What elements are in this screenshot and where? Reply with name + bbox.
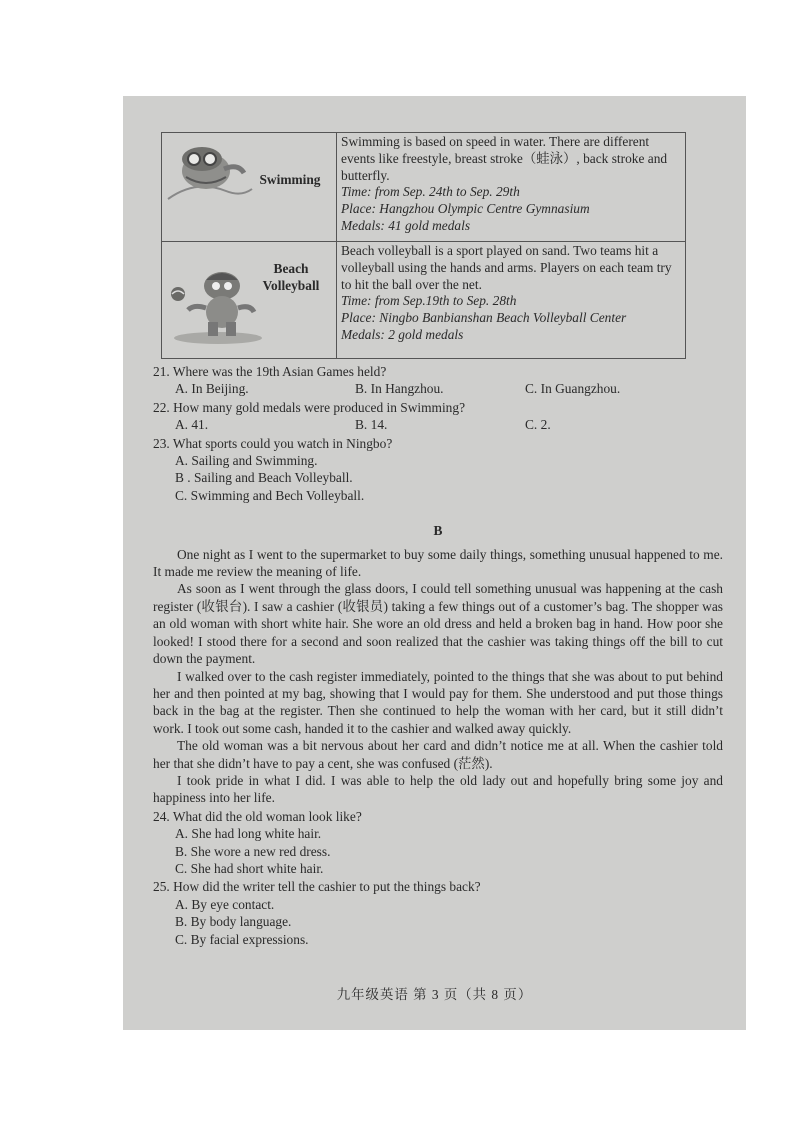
question-22: [153, 399, 723, 434]
option-a: A. Sailing and Swimming.: [175, 453, 318, 469]
option-a: A. In Beijing.: [175, 381, 249, 397]
table-row: [162, 242, 686, 359]
passage-paragraph: The old woman was a bit nervous about her card and didn’t notice me at all. When the cashier told her that she didn’t have to pay a cent, she was confused (茫然).: [153, 738, 723, 771]
option-b: B . Sailing and Beach Volleyball.: [175, 470, 353, 486]
option-c: C. 2.: [525, 417, 551, 433]
volleyball-place: Place: Ningbo Banbianshan Beach Volleyball Center: [341, 310, 627, 326]
volleyball-medals: Medals: 2 gold medals: [341, 326, 464, 342]
question-options: [153, 380, 723, 397]
swimming-medals: Medals: 41 gold medals: [341, 217, 471, 233]
swimming-description: Swimming is based on speed in water. There are different events like freestyle, breast stroke（蛙泳）, back stroke and butterfly.: [341, 134, 668, 183]
sports-table: [161, 132, 686, 359]
sport-name-beach-volleyball: Beach Volleyball: [262, 261, 320, 293]
option-b: B. By body language.: [175, 914, 292, 930]
option-b: B. 14.: [355, 417, 388, 433]
passage-paragraph: One night as I went to the supermarket to buy some daily things, something unusual happened to me. It made me review the meaning of life.: [153, 546, 723, 580]
sport-name-swimming: Swimming: [259, 172, 321, 187]
option-c: C. In Guangzhou.: [525, 381, 621, 397]
passage-paragraph: I took pride in what I did. I was able to help the old lady out and hopefully bring some joy and happiness into her life.: [153, 772, 723, 806]
swimming-time: Time: from Sep. 24th to Sep. 29th: [341, 184, 520, 200]
question-25: [153, 878, 723, 948]
option-a: A. 41.: [175, 417, 209, 433]
question-stem: 24. What did the old woman look like?: [153, 808, 362, 824]
question-24: [153, 808, 723, 878]
passage-paragraph: As soon as I went through the glass doors, I could tell something unusual was happening at the cash register (收银台). I saw a cashier (收银员) taking a few things out of a customer’s bag. The shopper was an old woman with short white hair. She wore an old dress and held a broken bag in hand. How poor she looked! I stood there for a second and soon realized that the cashier was taking things off the bill to cut down the payment.: [153, 581, 723, 667]
question-stem: 21. Where was the 19th Asian Games held?: [153, 364, 387, 379]
option-a: A. She had long white hair.: [175, 826, 322, 842]
option-a: A. By eye contact.: [175, 896, 275, 912]
question-21: [153, 363, 723, 398]
passage-paragraph: I walked over to the cash register immediately, pointed to the things that she was about to put behind her and then pointed at my bag, showing that I would pay for them. She understood and put those things back in the bag at the register. Then she continued to help the woman with her card, but it still didn’t work. I took out some cash, handed it to the cashier and walked away quickly.: [153, 668, 723, 736]
swimming-info-cell: [337, 133, 686, 242]
question-stem: 22. How many gold medals were produced in Swimming?: [153, 399, 466, 415]
volleyball-description: Beach volleyball is a sport played on sand. Two teams hit a volleyball using the hands and arms. Players on each team try to hit the ball over the net.: [341, 243, 672, 292]
option-b: B. She wore a new red dress.: [175, 843, 331, 859]
reading-passage: [153, 546, 723, 807]
option-c: C. By facial expressions.: [175, 931, 309, 947]
page-content: [153, 132, 723, 948]
volleyball-time: Time: from Sep.19th to Sep. 28th: [341, 293, 517, 309]
question-stem: 25. How did the writer tell the cashier to put the things back?: [153, 879, 481, 895]
option-c: C. She had short white hair.: [175, 860, 324, 876]
question-23: [153, 435, 723, 505]
swimming-place: Place: Hangzhou Olympic Centre Gymnasium: [341, 201, 590, 217]
section-heading-b: B: [433, 523, 443, 539]
question-options: [153, 416, 723, 433]
page-footer: 九年级英语 第 3 页（共 8 页）: [336, 987, 533, 1002]
option-b: B. In Hangzhou.: [355, 381, 444, 397]
table-row: [162, 133, 686, 242]
volleyball-picture-cell: [162, 242, 337, 359]
question-stem: 23. What sports could you watch in Ningbo?: [153, 435, 393, 451]
swimming-mascot-icon: [166, 139, 254, 205]
volleyball-info-cell: [337, 242, 686, 359]
option-c: C. Swimming and Bech Volleyball.: [175, 487, 365, 503]
exam-page: [123, 96, 746, 1030]
swimming-picture-cell: [162, 133, 337, 242]
